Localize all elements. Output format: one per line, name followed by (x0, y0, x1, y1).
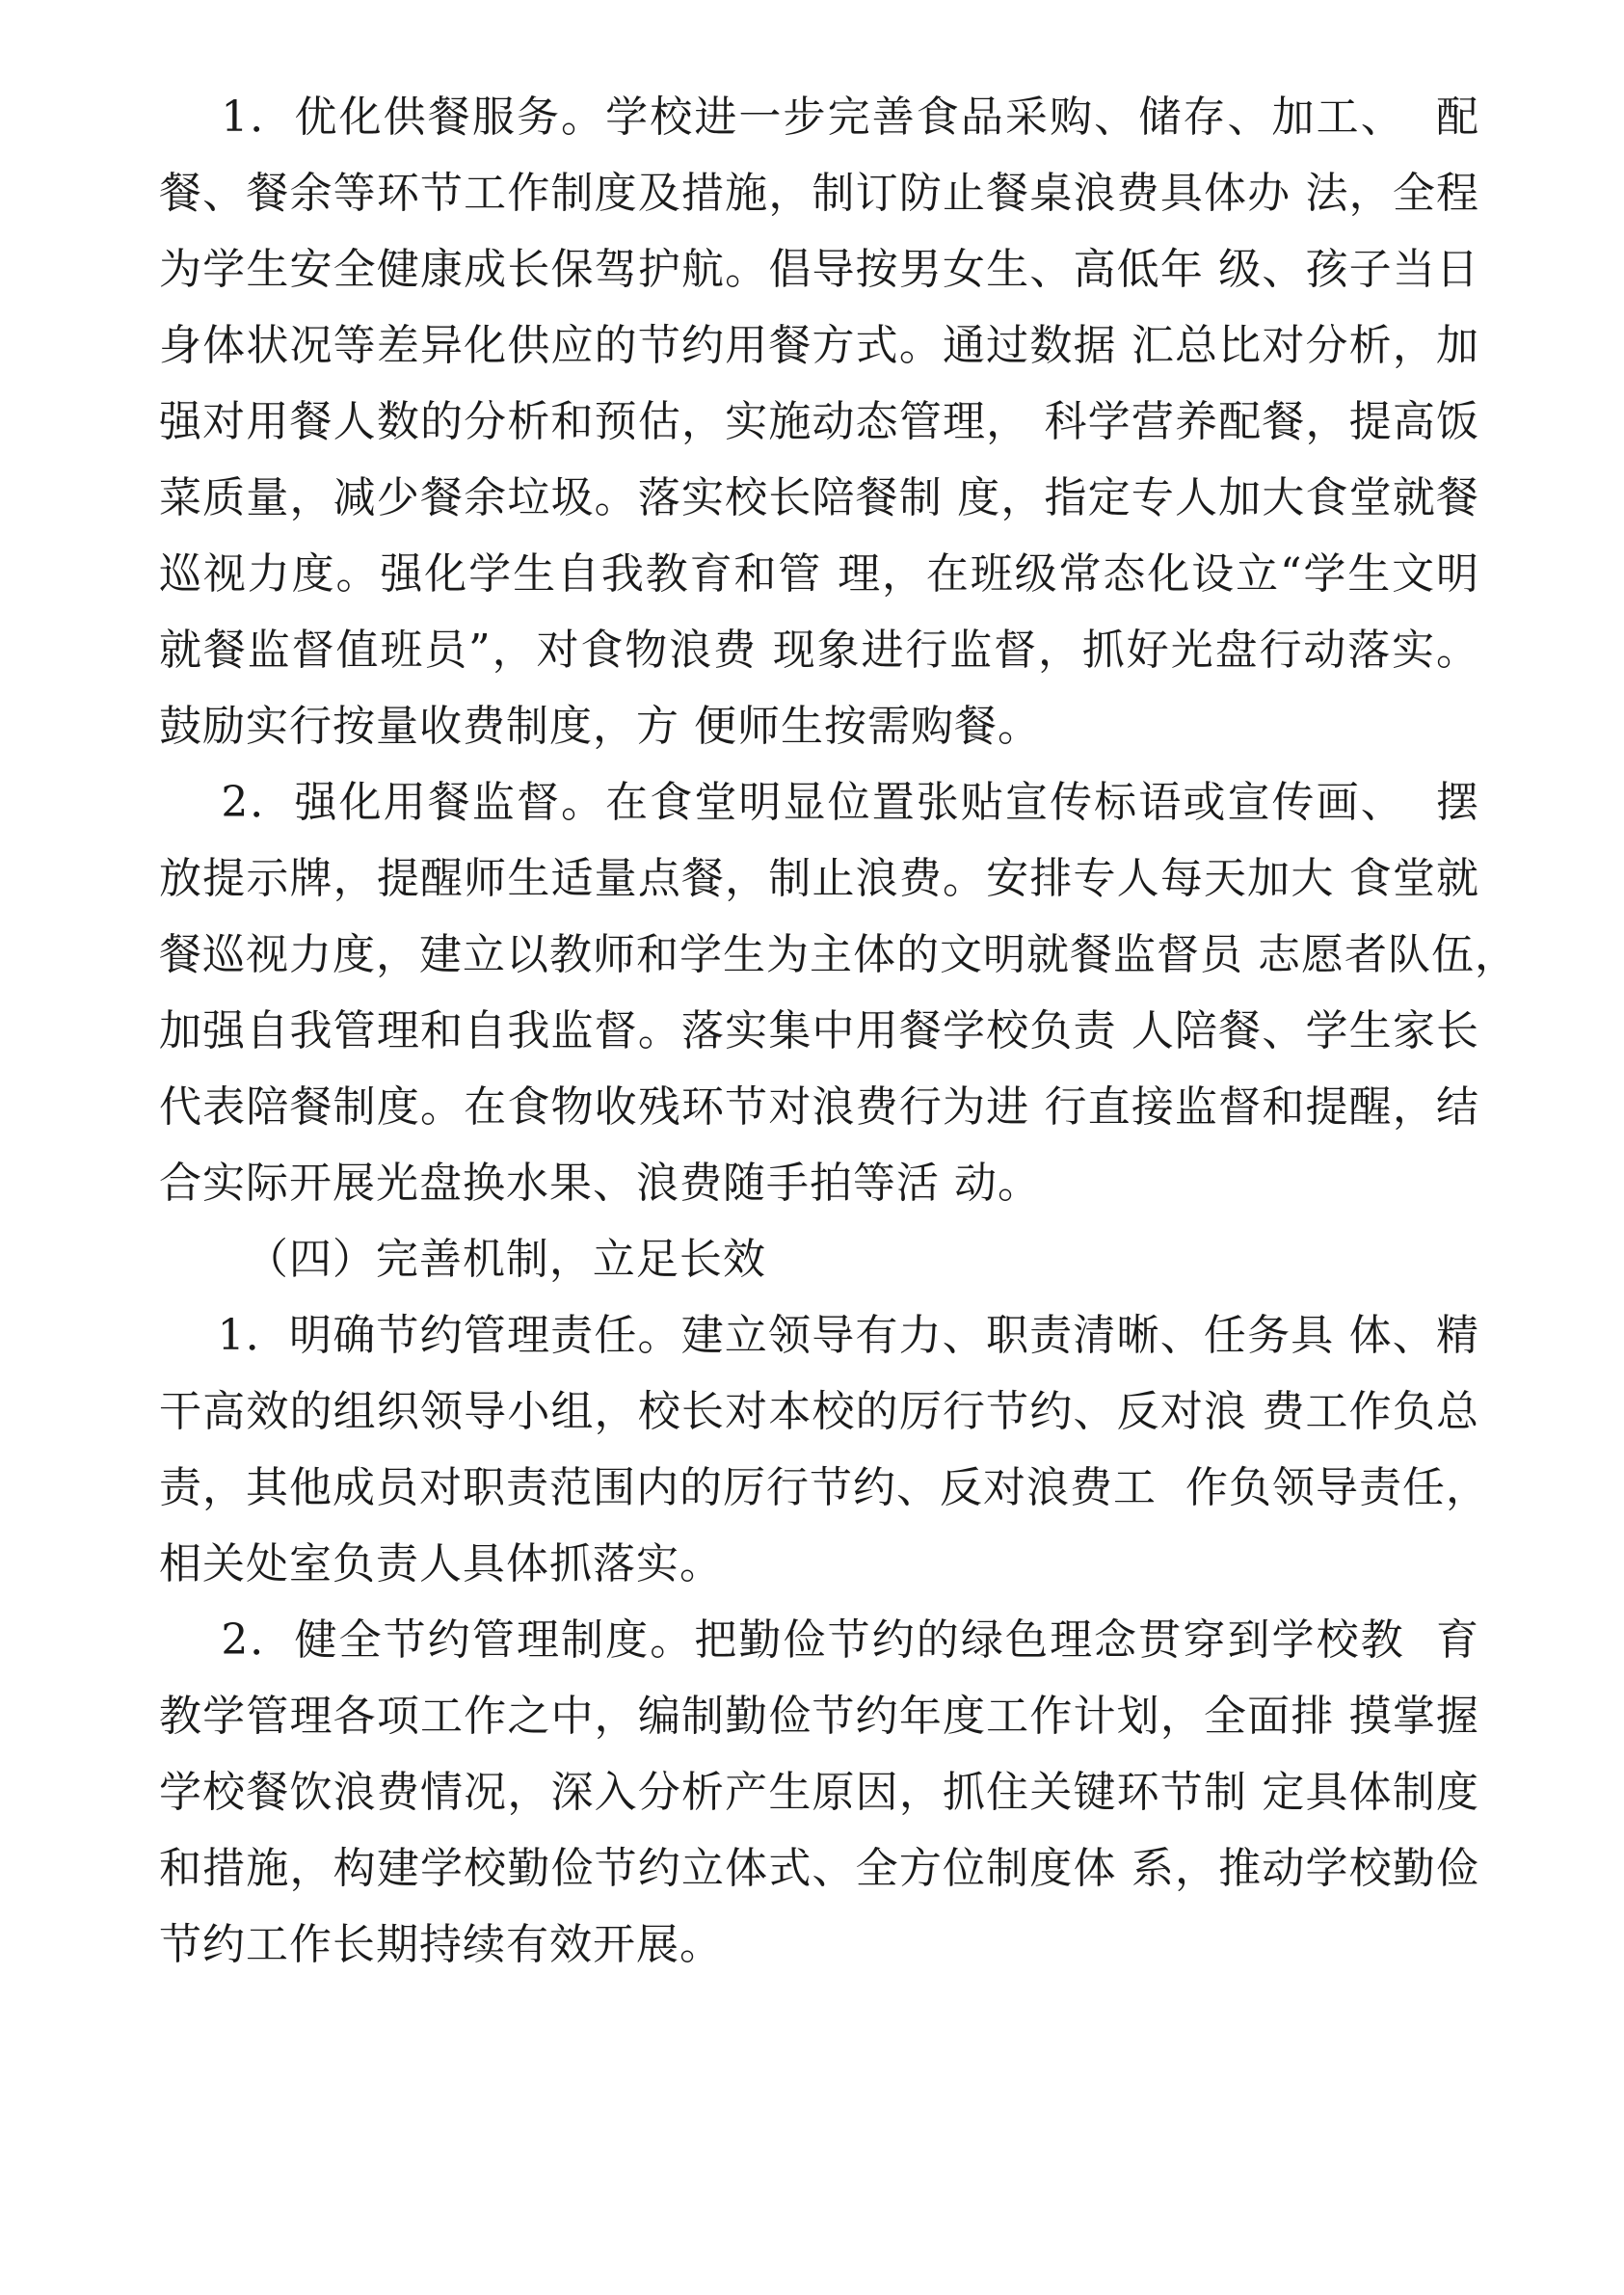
section-heading-text: （四）完善机制，立足长效 (159, 1235, 766, 1284)
text-line: 菜质量，减少餐余垃圾。落实校长陪餐制 度，指定专人加大食堂就餐 (159, 473, 1479, 522)
paragraph-clarify-responsibility (159, 1297, 1489, 1602)
paragraph-strengthen-meal-supervision (159, 764, 1518, 1221)
text-line: 放提示牌，提醒师生适量点餐，制止浪费。安排专人每天加大 食堂就 (159, 854, 1479, 903)
paragraph-optimize-meal-service (159, 79, 1479, 764)
text-line: 2．健全节约管理制度。把勤俭节约的绿色理念贯穿到学校教 育 (159, 1615, 1479, 1665)
text-line: 2．强化用餐监督。在食堂明显位置张贴宣传标语或宣传画、 摆 (159, 778, 1479, 827)
text-line: 1．优化供餐服务。学校进一步完善食品采购、储存、加工、 配 (159, 93, 1479, 142)
paragraph-improve-management-system (159, 1602, 1479, 1983)
text-line: 学校餐饮浪费情况，深入分析产生原因，抓住关键环节制 定具体制度 (159, 1768, 1479, 1817)
text-line: 加强自我管理和自我监督。落实集中用餐学校负责 人陪餐、学生家长 (159, 1006, 1479, 1055)
text-line: 鼓励实行按量收费制度，方 便师生按需购餐。 (159, 702, 1041, 751)
text-line: 强对用餐人数的分析和预估，实施动态管理， 科学营养配餐，提高饭 (159, 397, 1479, 446)
text-line: 为学生安全健康成长保驾护航。倡导按男女生、高低年 级、孩子当日 (159, 245, 1479, 294)
text-line: 巡视力度。强化学生自我教育和管 理，在班级常态化设立“学生文明 (159, 549, 1479, 599)
text-line: 责，其他成员对职责范围内的厉行节约、反对浪费工 作负领导责任， (159, 1463, 1489, 1512)
text-line: 就餐监督值班员”，对食物浪费 现象进行监督，抓好光盘行动落实。 (159, 626, 1479, 675)
text-line: 节约工作长期持续有效开展。 (159, 1920, 723, 1969)
text-line: 合实际开展光盘换水果、浪费随手拍等活 动。 (159, 1159, 1041, 1208)
document-body (159, 79, 1518, 1983)
text-line: 教学管理各项工作之中，编制勤俭节约年度工作计划，全面排 摸掌握 (159, 1692, 1479, 1741)
text-line: 干高效的组织领导小组，校长对本校的厉行节约、反对浪 费工作负总 (159, 1387, 1479, 1436)
text-line: 1．明确节约管理责任。建立领导有力、职责清晰、任务具 体、精 (159, 1311, 1479, 1360)
section-heading (159, 1221, 1479, 1297)
text-line: 和措施，构建学校勤俭节约立体式、全方位制度体 系，推动学校勤俭 (159, 1844, 1479, 1893)
text-line: 相关处室负责人具体抓落实。 (159, 1539, 723, 1588)
text-line: 身体状况等差异化供应的节约用餐方式。通过数据 汇总比对分析，加 (159, 321, 1479, 370)
text-line: 代表陪餐制度。在食物收残环节对浪费行为进 行直接监督和提醒，结 (159, 1082, 1479, 1132)
text-line: 餐巡视力度，建立以教师和学生为主体的文明就餐监督员 志愿者队伍， (159, 930, 1518, 979)
text-line: 餐、餐余等环节工作制度及措施，制订防止餐桌浪费具体办 法，全程 (159, 169, 1479, 218)
